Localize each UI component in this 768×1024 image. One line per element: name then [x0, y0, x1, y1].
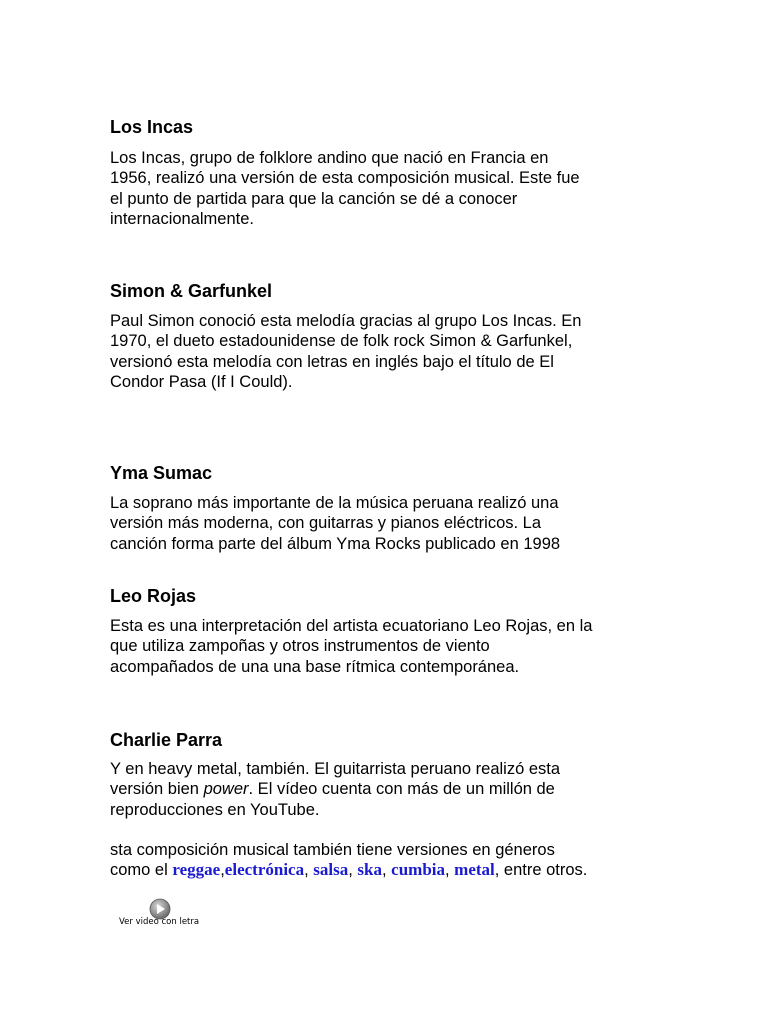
text-line: internacionalmente. [110, 209, 255, 228]
section-text-simon-garfunkel [110, 311, 670, 392]
genre-link-reggae[interactable]: reggae [172, 860, 221, 880]
text-line: canción forma parte del álbum Yma Rocks publicado en 1998 [110, 534, 561, 553]
text-line: el punto de partida para que la canción se dé a conocer [110, 189, 518, 208]
text-line: sta composición musical también tiene versiones en géneros [110, 841, 555, 859]
text-fragment: como el [110, 861, 173, 880]
separator: , [348, 861, 358, 880]
section-text-yma-sumac [110, 493, 670, 554]
genre-link-salsa[interactable]: salsa [313, 860, 349, 880]
text-line: Paul Simon conoció esta melodía gracias al grupo Los Incas. En [110, 312, 582, 330]
text-fragment: versión bien [110, 780, 204, 799]
section-title-los-incas: Los Incas [110, 117, 194, 137]
section-title-charlie-parra: Charlie Parra [110, 730, 223, 750]
separator: , [220, 861, 225, 880]
text-fragment: , entre otros. [494, 861, 588, 880]
emphasis-power: power [203, 780, 249, 799]
closing-paragraph [110, 840, 670, 881]
text-line: versionó esta melodía con letras en inglés bajo el título de El [110, 352, 554, 371]
section-title-leo-rojas: Leo Rojas [110, 586, 197, 606]
section-title-simon-garfunkel: Simon & Garfunkel [110, 281, 273, 301]
separator: , [445, 861, 455, 880]
text-line: 1956, realizó una versión de esta composición musical. Este fue [110, 169, 580, 188]
section-text-leo-rojas [110, 616, 670, 677]
section-title-yma-sumac: Yma Sumac [110, 463, 213, 483]
video-label[interactable]: Ver video con letra [119, 917, 200, 927]
text-line [110, 779, 670, 799]
genre-link-electronica[interactable]: electrónica [224, 860, 305, 880]
text-line: Esta es una interpretación del artista ecuatoriano Leo Rojas, en la [110, 617, 593, 635]
text-line: acompañados de una una base rítmica contemporánea. [110, 657, 520, 676]
text-line: reproducciones en YouTube. [110, 800, 320, 819]
text-line: 1970, el dueto estadounidense de folk rock Simon & Garfunkel, [110, 332, 573, 351]
text-fragment: . El vídeo cuenta con más de un millón de [248, 780, 555, 799]
section-text-charlie-parra [110, 759, 670, 820]
separator: , [304, 861, 314, 880]
text-line: versión más moderna, con guitarras y pianos eléctricos. La [110, 514, 542, 533]
text-line: Los Incas, grupo de folklore andino que nació en Francia en [110, 149, 549, 167]
genre-link-cumbia[interactable]: cumbia [391, 860, 445, 880]
separator: , [381, 861, 392, 880]
text-line: La soprano más importante de la música peruana realizó una [110, 494, 559, 512]
genre-link-ska[interactable]: ska [357, 860, 382, 880]
text-line: Y en heavy metal, también. El guitarrista peruano realizó esta [110, 760, 561, 778]
section-text-los-incas [110, 148, 670, 229]
text-line: Condor Pasa (If I Could). [110, 372, 293, 391]
genres-line [110, 860, 670, 880]
genre-link-metal[interactable]: metal [454, 860, 495, 880]
text-line: que utiliza zampoñas y otros instrumentos de viento [110, 637, 490, 656]
